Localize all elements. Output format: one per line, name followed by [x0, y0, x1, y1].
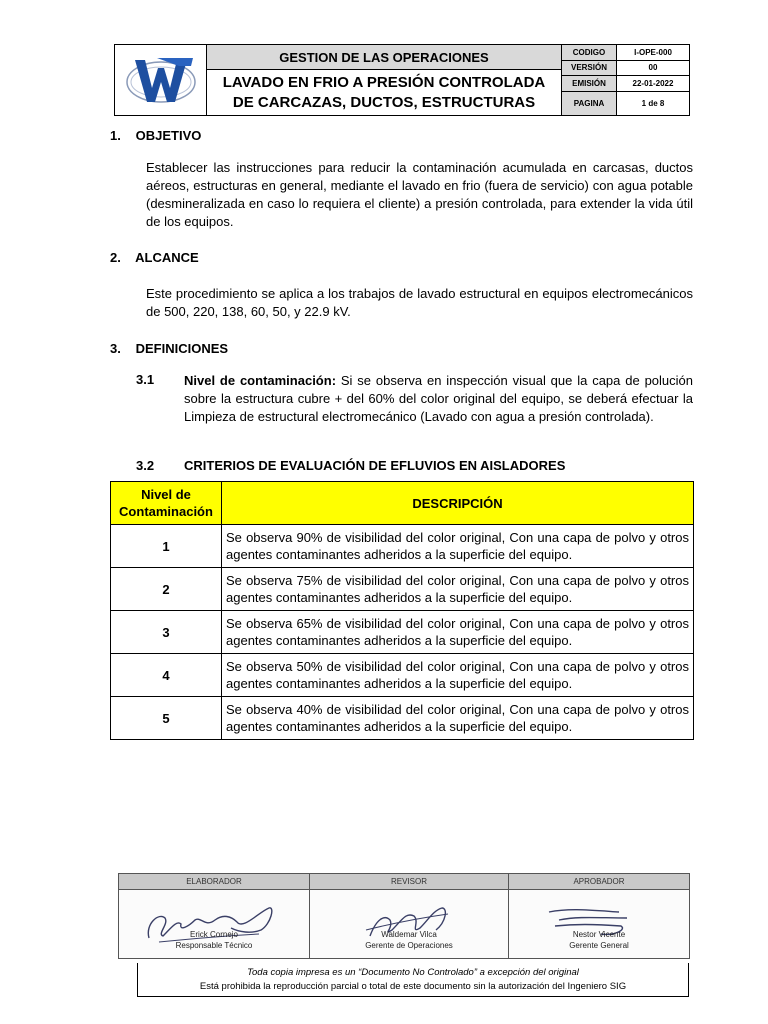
description-cell: Se observa 40% de visibilidad del color original, Con una capa de polvo y otros agentes contaminantes adheridos a la superficie del equipo. [222, 697, 694, 740]
meta-key: CODIGO [562, 45, 617, 60]
description-cell: Se observa 90% de visibilidad del color original, Con una capa de polvo y otros agentes contaminantes adheridos a la superficie del equipo. [222, 525, 694, 568]
meta-value: I-OPE-000 [634, 47, 672, 57]
header-title-cell [207, 45, 562, 115]
subsection-number-3-1: 3.1 [136, 372, 155, 387]
section-number: 2. [110, 250, 121, 265]
column-header-description: DESCRIPCIÓN [222, 482, 694, 525]
document-header [114, 44, 690, 116]
document-footer [137, 963, 689, 997]
definition-text: Si se observa en inspección visual que la capa de polución sobre la estructura cubre + del 60% del color original del equipo, se deberá efectuar la Limpieza de estructural electromecánico (Lavado con agua a presión controlada). [184, 373, 693, 424]
signature-area [509, 890, 689, 958]
alcance-paragraph: Este procedimiento se aplica a los trabajos de lavado estructural en equipos electromecánicos de 500, 220, 138, 60, 50, y 22.9 kV. [146, 286, 693, 319]
description-cell: Se observa 50% de visibilidad del color original, Con una capa de polvo y otros agentes contaminantes adheridos a la superficie del equipo. [222, 654, 694, 697]
meta-row-emision [562, 76, 689, 92]
section-title: DEFINICIONES [135, 341, 229, 356]
document-title-line2: DE CARCAZAS, DUCTOS, ESTRUCTURAS [232, 93, 536, 111]
signer-position: Gerente General [569, 941, 629, 950]
meta-value: 22-01-2022 [632, 78, 674, 88]
signer-name: Erick Cornejo [189, 930, 238, 939]
document-title-line1: LAVADO EN FRIO A PRESIÓN CONTROLADA [222, 73, 546, 91]
signature-role: ELABORADOR [119, 874, 309, 890]
description-cell: Se observa 65% de visibilidad del color original, Con una capa de polvo y otros agentes contaminantes adheridos a la superficie del equipo. [222, 611, 694, 654]
signature-role: REVISOR [310, 874, 508, 890]
level-cell: 1 [111, 525, 222, 568]
footer-reproduction-notice: Está prohibida la reproducción parcial o total de este documento sin la autorización del Ingeniero SIG [199, 981, 627, 992]
meta-key: VERSIÓN [562, 61, 617, 76]
level-cell: 5 [111, 697, 222, 740]
nivel-contaminacion-definition [184, 372, 693, 426]
subsection-number-3-2: 3.2 [136, 458, 155, 473]
description-cell: Se observa 75% de visibilidad del color original, Con una capa de polvo y otros agentes contaminantes adheridos a la superficie del equipo. [222, 568, 694, 611]
definition-term: Nivel de contaminación: [184, 373, 337, 388]
section-title: ALCANCE [135, 250, 199, 265]
section-number: 1. [110, 128, 121, 143]
signer-name: Nestor Vicente [572, 930, 626, 939]
document-meta [562, 45, 689, 115]
logo-cell [115, 45, 207, 115]
level-cell: 3 [111, 611, 222, 654]
level-cell: 4 [111, 654, 222, 697]
table-row [111, 611, 694, 654]
meta-key: EMISIÓN [562, 76, 617, 91]
meta-row-codigo [562, 45, 689, 61]
signature-area [310, 890, 508, 958]
table-header-row [111, 482, 694, 525]
section-title: GESTION DE LAS OPERACIONES [207, 45, 561, 70]
objetivo-paragraph: Establecer las instrucciones para reducir la contaminación acumulada en carcasas, ductos aéreos, estructuras en general, mediante el lavado en frio (fuera de servicio) con agua potable (desmineralizada en caso lo requiera el cliente) a presión controlada, para extender la vida útil de los equipos. [146, 160, 693, 229]
table-row [111, 654, 694, 697]
company-logo [121, 50, 201, 110]
signer-name: Waldemar Vilca [381, 930, 437, 939]
column-header-level: Nivel de Contaminación [111, 482, 222, 525]
signature-elaborador [119, 874, 310, 958]
meta-row-version [562, 61, 689, 77]
meta-value: 1 de 8 [641, 98, 665, 108]
section-heading-alcance [110, 250, 199, 265]
signature-block [118, 873, 690, 959]
section-heading-definiciones [110, 341, 228, 356]
section-heading-objetivo [110, 128, 201, 143]
subsection-title-3-2: CRITERIOS DE EVALUACIÓN DE EFLUVIOS EN AISLADORES [184, 458, 566, 473]
document-title [207, 70, 561, 115]
table-row [111, 525, 694, 568]
meta-value: 00 [648, 63, 658, 73]
section-number: 3. [110, 341, 121, 356]
signature-area [119, 890, 309, 958]
signature-revisor [310, 874, 509, 958]
signer-position: Responsable Técnico [175, 941, 253, 950]
signer-position: Gerente de Operaciones [365, 941, 453, 950]
signature-role: APROBADOR [509, 874, 689, 890]
footer-uncontrolled-notice: Toda copia impresa es un “Documento No Controlado” a excepción del original [247, 967, 579, 978]
section-title: OBJETIVO [135, 128, 202, 143]
table-row [111, 697, 694, 740]
level-cell: 2 [111, 568, 222, 611]
criteria-table [110, 481, 694, 740]
signature-aprobador [509, 874, 689, 958]
meta-key: PAGINA [562, 92, 617, 115]
meta-row-pagina [562, 92, 689, 115]
table-row [111, 568, 694, 611]
